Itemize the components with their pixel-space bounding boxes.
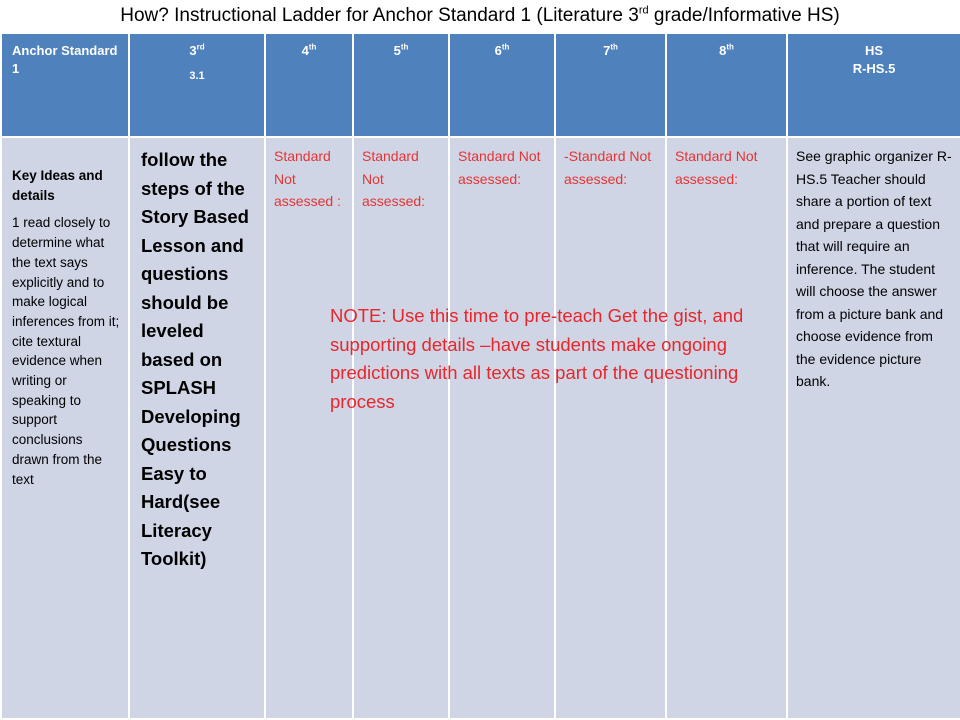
header-grade-5 [353,33,449,137]
header-hs [787,33,960,137]
header-grade-4 [265,33,353,137]
header-grade-3-sub: 3.1 [189,70,205,82]
header-grade-3-label: 3 [189,43,197,58]
cell-anchor-standard [1,137,129,719]
header-grade-6-label: 6 [494,43,502,58]
title-superscript: rd [638,4,649,17]
anchor-key-ideas-label: Key Ideas and details [12,168,103,203]
cell-grade-5: Standard Not assessed: [353,137,449,719]
cell-grade-3: follow the steps of the Story Based Lesson and questions should be leveled based on SPLASH Developing Questions Easy to Hard(see Literacy Toolkit) [129,137,265,719]
header-anchor-label: Anchor Standard 1 [12,43,118,76]
header-grade-7-label: 7 [603,43,611,58]
header-grade-7-sup: th [610,42,618,52]
header-grade-6 [449,33,555,137]
cell-grade-4: Standard Not assessed : [265,137,353,719]
header-hs-sub: R-HS.5 [852,61,896,76]
header-grade-7 [555,33,666,137]
header-hs-label: HS [864,43,884,58]
header-grade-4-label: 4 [301,43,309,58]
header-grade-5-label: 5 [393,43,401,58]
header-grade-8-sup: th [726,42,734,52]
page-title [0,0,960,32]
header-row [1,33,960,137]
cell-grade-8: Standard Not assessed: [666,137,787,719]
title-text-end: grade/Informative HS) [648,5,840,26]
pre-teach-note: NOTE: Use this time to pre-teach Get the gist, and supporting details –have students make ongoing predictions with all texts as part of the questioning process [330,305,744,412]
cell-grade-6: Standard Not assessed: [449,137,555,719]
content-row [1,137,960,719]
header-grade-3-sup: rd [196,42,205,52]
header-anchor-standard [1,33,129,137]
cell-hs: See graphic organizer R-HS.5 Teacher should share a portion of text and prepare a question that will require an inference. The student will choose the answer from a picture bank and choose evidence from the evidence picture bank. [787,137,960,719]
header-grade-6-sup: th [501,42,510,52]
header-grade-3 [129,33,265,137]
anchor-standard-text: 1 read closely to determine what the text says explicitly and to make logical inferences from it; cite textural evidence when writing or speaking to support conclusions drawn from the text [12,215,120,487]
header-grade-8 [666,33,787,137]
title-text: How? Instructional Ladder for Anchor Standard 1 (Literature 3 [120,5,639,26]
header-grade-8-label: 8 [719,43,727,58]
header-grade-5-sup: th [400,42,409,52]
header-grade-4-sup: th [308,42,317,52]
cell-grade-7: -Standard Not assessed: [555,137,666,719]
